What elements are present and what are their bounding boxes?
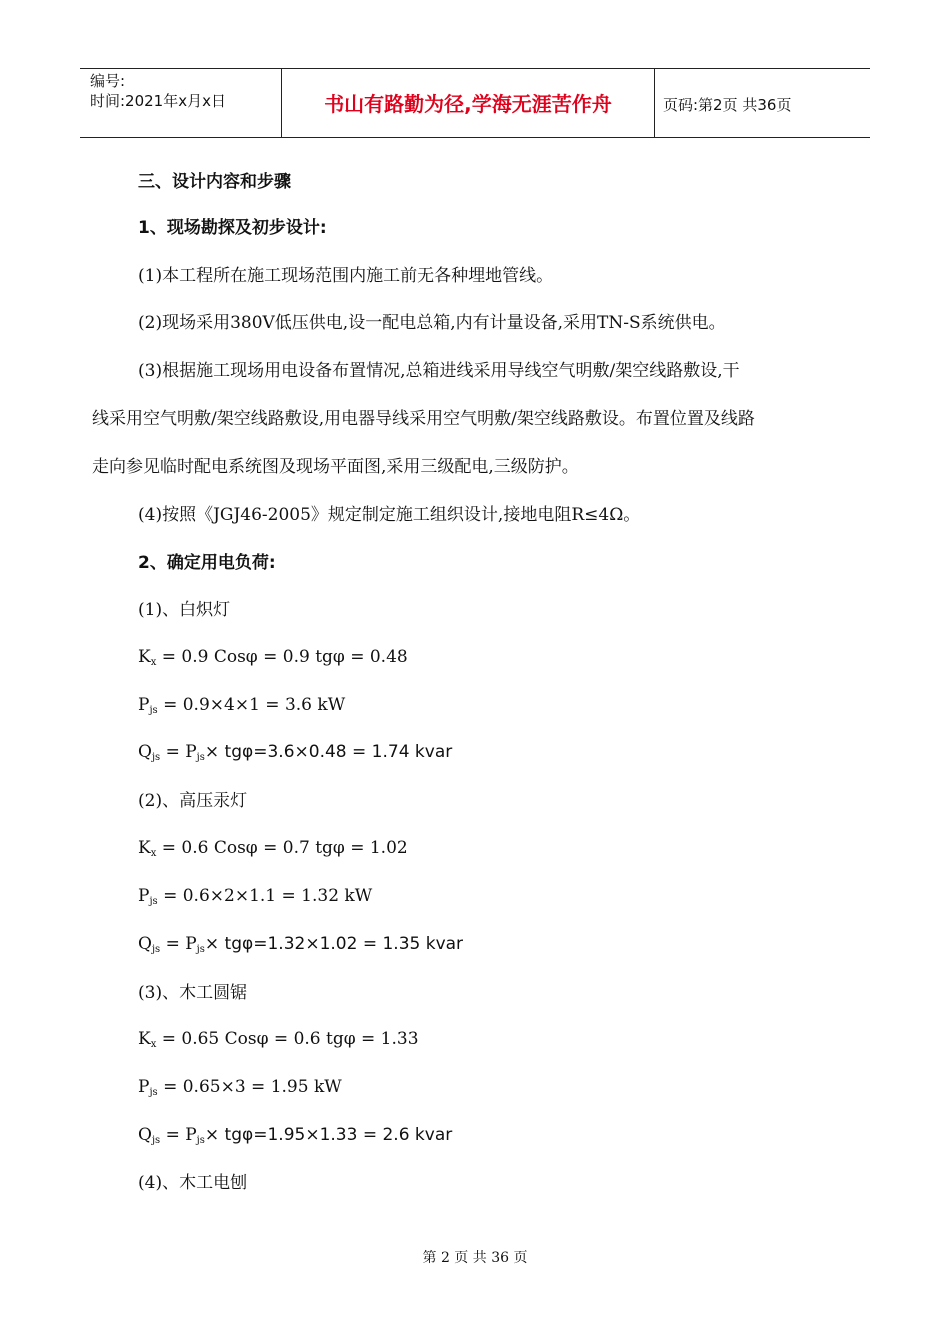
qjs-formula-tail: × tgφ=1.32×1.02 = 1.35 kvar: [204, 934, 464, 954]
header-info-cell: [80, 69, 282, 137]
pjs-subscript: js: [149, 1087, 158, 1098]
paragraph-3-line-3: 走向参见临时配电系统图及现场平面图,采用三级配电,三级防护。: [92, 457, 579, 477]
qjs-formula-tail: × tgφ=1.95×1.33 = 2.6 kvar: [204, 1125, 453, 1145]
item-3-qjs: [138, 1123, 452, 1153]
item-2-kx: [138, 836, 408, 866]
pjs-formula: = 0.65×3 = 1.95 kW: [163, 1077, 342, 1097]
item-4-title: (4)、木工电刨: [138, 1173, 248, 1193]
qjs-symbol: Q: [138, 742, 152, 762]
step1-title: 1、现场勘探及初步设计:: [138, 218, 327, 238]
item-1-title: (1)、白炽灯: [138, 600, 231, 620]
pjs-subscript: js: [149, 896, 158, 907]
paragraph-3-line-2: 线采用空气明敷/架空线路敷设,用电器导线采用空气明敷/架空线路敷设。布置位置及线路: [92, 409, 755, 429]
item-3-pjs: [138, 1075, 342, 1105]
qjs-subscript: js: [151, 752, 161, 763]
header-page-code: 页码:第2页 共36页: [663, 96, 792, 114]
page-footer: 第 2 页 共 36 页: [422, 1250, 528, 1266]
item-1-kx: [138, 645, 408, 675]
qjs-subscript: js: [151, 1135, 161, 1146]
pjs-formula: = 0.9×4×1 = 3.6 kW: [163, 695, 346, 715]
pjs-symbol: P: [138, 886, 150, 906]
kx-subscript: x: [150, 848, 157, 859]
doc-number-label: 编号:: [90, 72, 126, 90]
paragraph-2: (2)现场采用380V低压供电,设一配电总箱,内有计量设备,采用TN-S系统供电。: [138, 313, 726, 333]
qjs-subscript: js: [151, 944, 161, 955]
paragraph-4: (4)按照《JGJ46-2005》规定制定施工组织设计,接地电阻R≤4Ω。: [138, 505, 641, 525]
step2-title: 2、确定用电负荷:: [138, 553, 276, 573]
qjs-symbol: Q: [138, 934, 152, 954]
header-motto-cell: [282, 69, 655, 137]
item-2-title: (2)、高压汞灯: [138, 791, 248, 811]
kx-subscript: x: [150, 657, 157, 668]
pjs-formula: = 0.6×2×1.1 = 1.32 kW: [163, 886, 373, 906]
kx-formula: = 0.6 Cosφ = 0.7 tgφ = 1.02: [161, 838, 408, 858]
pjs-subscript: js: [149, 705, 158, 716]
kx-symbol: K: [138, 647, 151, 667]
qjs-formula-head: = P: [165, 1125, 197, 1145]
kx-symbol: K: [138, 838, 151, 858]
kx-subscript: x: [150, 1039, 157, 1050]
section-title: 三、设计内容和步骤: [138, 172, 291, 192]
kx-formula: = 0.65 Cosφ = 0.6 tgφ = 1.33: [161, 1029, 419, 1049]
item-1-pjs: [138, 693, 345, 723]
motto-text: 书山有路勤为径,学海无涯苦作舟: [324, 92, 612, 116]
item-2-qjs: [138, 932, 463, 962]
kx-symbol: K: [138, 1029, 151, 1049]
item-1-qjs: [138, 740, 452, 770]
header-page-cell: [655, 69, 870, 137]
kx-formula: = 0.9 Cosφ = 0.9 tgφ = 0.48: [161, 647, 408, 667]
item-3-kx: [138, 1027, 419, 1057]
qjs-formula-head: = P: [165, 742, 197, 762]
item-2-pjs: [138, 884, 372, 914]
qjs-p-subscript: js: [196, 944, 205, 955]
paragraph-1: (1)本工程所在施工现场范围内施工前无各种埋地管线。: [138, 266, 554, 286]
qjs-symbol: Q: [138, 1125, 152, 1145]
paragraph-3-line-1: (3)根据施工现场用电设备布置情况,总箱进线采用导线空气明敷/架空线路敷设,干: [138, 361, 740, 381]
doc-time-label: 时间:2021年x月x日: [90, 92, 226, 110]
pjs-symbol: P: [138, 1077, 150, 1097]
item-3-title: (3)、木工圆锯: [138, 983, 248, 1003]
qjs-p-subscript: js: [196, 1135, 205, 1146]
qjs-p-subscript: js: [196, 752, 205, 763]
pjs-symbol: P: [138, 695, 150, 715]
page-header: [80, 68, 870, 138]
qjs-formula-tail: × tgφ=3.6×0.48 = 1.74 kvar: [204, 742, 453, 762]
qjs-formula-head: = P: [165, 934, 197, 954]
